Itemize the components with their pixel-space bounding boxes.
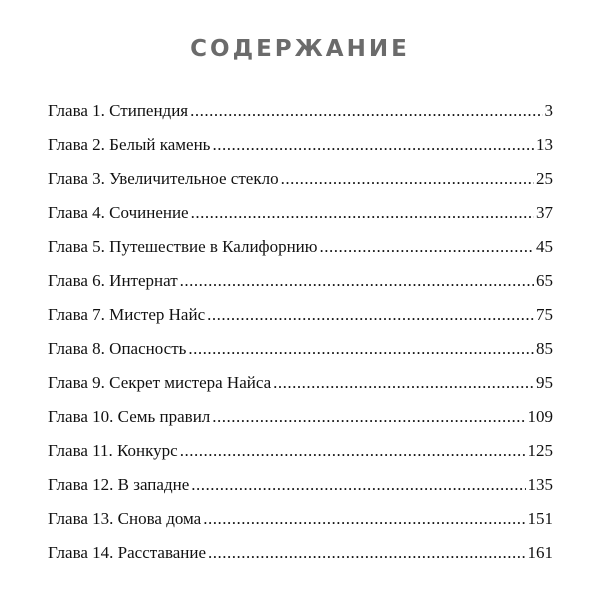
- toc-title: СОДЕРЖАНИЕ: [190, 36, 410, 62]
- page-number: 161: [527, 543, 553, 562]
- chapter-label: Глава 3. Увеличительное стекло: [48, 169, 279, 188]
- page-number: 75: [536, 305, 553, 324]
- page-number: 65: [536, 271, 553, 290]
- chapter-label: Глава 7. Мистер Найс: [48, 305, 206, 324]
- dot-leader: [191, 203, 534, 223]
- chapter-label: Глава 14. Расставание: [48, 543, 207, 562]
- toc-entry: [48, 169, 553, 203]
- chapter-label: Глава 5. Путешествие в Калифорнию: [48, 237, 318, 256]
- dot-leader: [281, 169, 534, 189]
- dot-leader: [273, 373, 534, 393]
- toc-entry: [48, 339, 553, 373]
- toc-entry: [48, 407, 553, 441]
- chapter-label: Глава 2. Белый камень: [48, 135, 211, 154]
- toc-entry: [48, 509, 553, 543]
- dot-leader: [191, 475, 525, 495]
- dot-leader: [190, 101, 542, 121]
- chapter-label: Глава 1. Стипендия: [48, 101, 189, 120]
- chapter-label: Глава 9. Секрет мистера Найса: [48, 373, 272, 392]
- dot-leader: [180, 271, 534, 291]
- page-number: 25: [536, 169, 553, 188]
- toc-entry: [48, 475, 553, 509]
- toc-entry: [48, 441, 553, 475]
- chapter-label: Глава 11. Конкурс: [48, 441, 178, 460]
- toc-list: [48, 101, 553, 577]
- toc-entry: [48, 373, 553, 407]
- page-number: 3: [544, 101, 553, 120]
- dot-leader: [180, 441, 526, 461]
- dot-leader: [319, 237, 534, 257]
- toc-entry: [48, 237, 553, 271]
- page-number: 95: [536, 373, 553, 392]
- dot-leader: [203, 509, 525, 529]
- dot-leader: [212, 407, 525, 427]
- toc-entry: [48, 101, 553, 135]
- toc-entry: [48, 543, 553, 577]
- dot-leader: [207, 305, 534, 325]
- toc-entry: [48, 203, 553, 237]
- toc-entry: [48, 135, 553, 169]
- chapter-label: Глава 4. Сочинение: [48, 203, 189, 222]
- chapter-label: Глава 13. Снова дома: [48, 509, 202, 528]
- page-number: 45: [536, 237, 553, 256]
- dot-leader: [188, 339, 534, 359]
- page-number: 37: [536, 203, 553, 222]
- chapter-label: Глава 10. Семь правил: [48, 407, 211, 426]
- page-number: 151: [527, 509, 553, 528]
- chapter-label: Глава 6. Интернат: [48, 271, 178, 290]
- page-number: 109: [527, 407, 553, 426]
- toc-entry: [48, 271, 553, 305]
- page-number: 125: [527, 441, 553, 460]
- page-number: 13: [536, 135, 553, 154]
- dot-leader: [208, 543, 525, 563]
- chapter-label: Глава 12. В западне: [48, 475, 190, 494]
- dot-leader: [212, 135, 534, 155]
- page-number: 85: [536, 339, 553, 358]
- chapter-label: Глава 8. Опасность: [48, 339, 187, 358]
- toc-entry: [48, 305, 553, 339]
- page-number: 135: [527, 475, 553, 494]
